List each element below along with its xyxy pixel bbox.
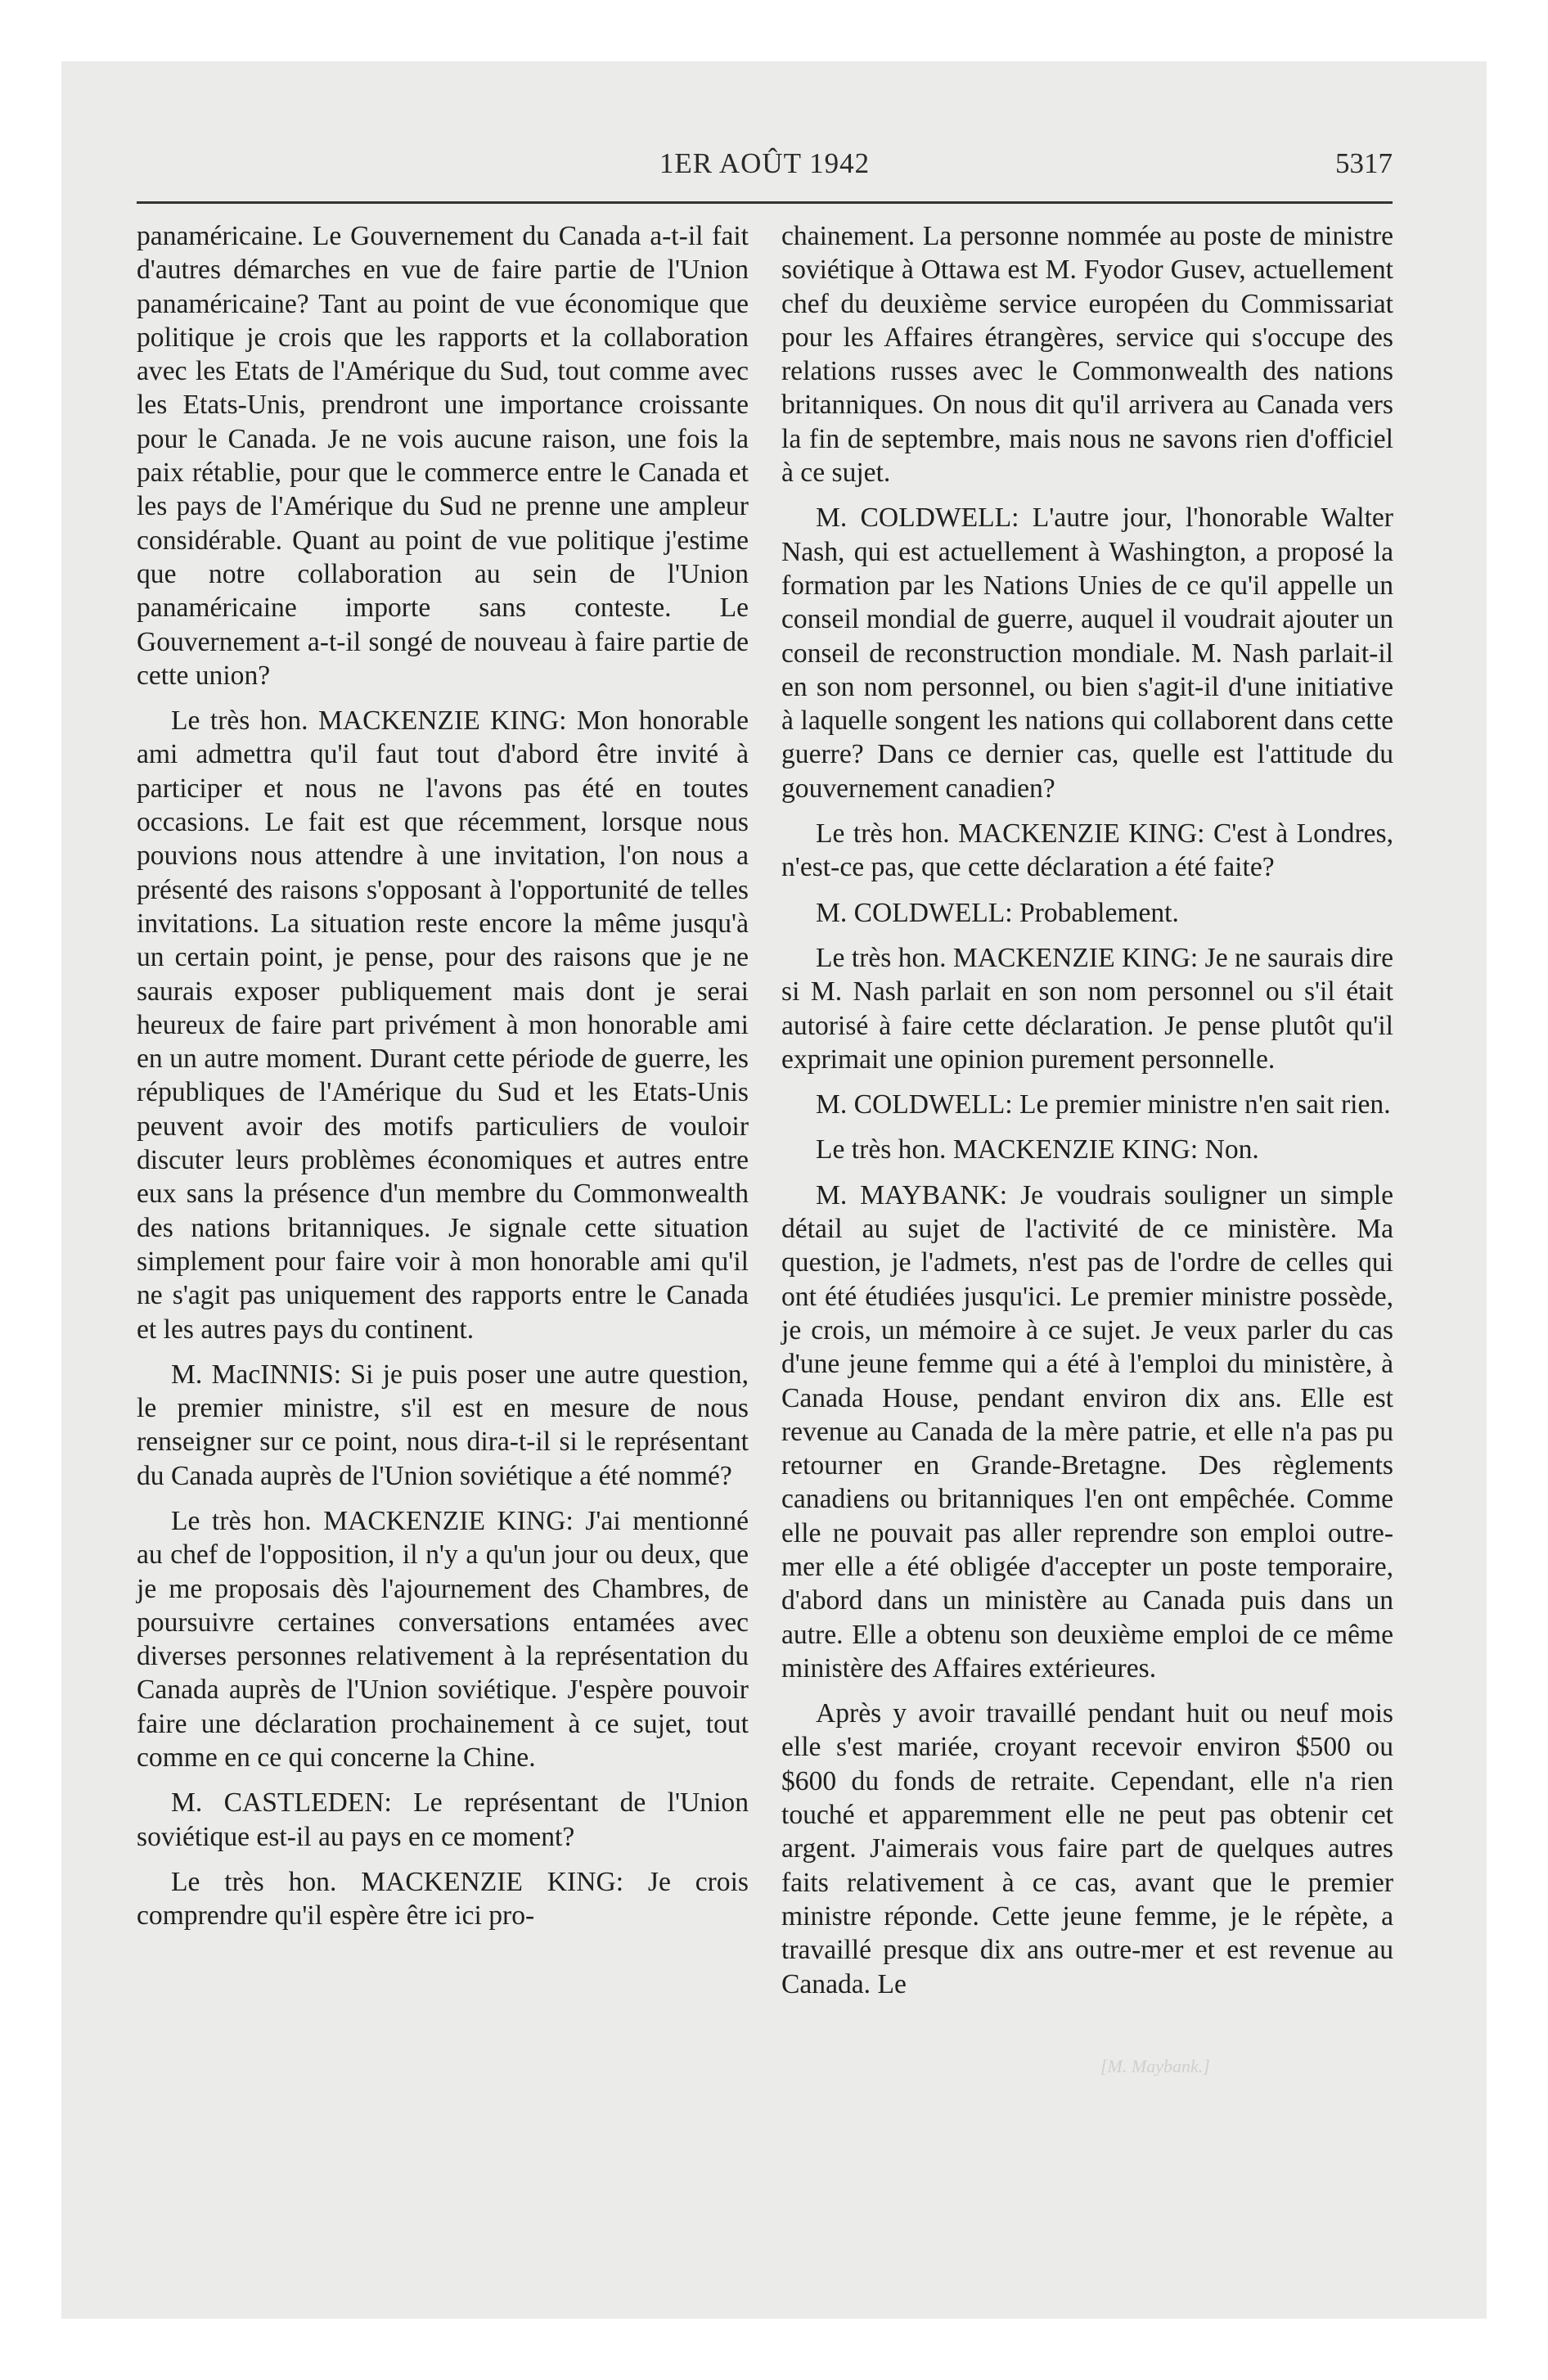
paragraph: M. COLDWELL: Probablement. <box>816 897 1179 928</box>
right-column <box>781 219 1393 2001</box>
paragraph: M. MacINNIS: Si je puis poser une autre question, le premier ministre, s'il est en mesure de nous renseigner sur ce point, nous dira-t-il si le représentant du Canada auprès de l'Union soviétique a été nommé? <box>137 1359 749 1491</box>
paragraph: M. MAYBANK: Je voudrais souligner un simple détail au sujet de l'activité de ce ministère. Ma question, je l'admets, n'est pas de l'ordre de celles qui ont été étudiées jusqu'ici. Le premier ministre possède, je crois, un mémoire à ce sujet. Je veux parler du cas d'une jeune femme qui a été à l'emploi du ministère, à Canada House, pendant environ dix ans. Elle est revenue au Canada de la mère patrie, et elle n'a pas pu retourner en Grande-Bretagne. Des règlements canadiens ou britanniques l'en ont empêchée. Comme elle ne pouvait pas aller reprendre son emploi outre-mer elle a été obligée d'accepter un poste temporaire, d'abord dans un ministère au Canada puis dans un autre. Elle a obtenu son deuxième emploi de ce même ministère des Affaires extérieures. <box>781 1179 1393 1684</box>
page-header <box>137 147 1393 193</box>
paragraph: M. CASTLEDEN: Le représentant de l'Union soviétique est-il au pays en ce moment? <box>137 1787 749 1852</box>
paragraph: M. COLDWELL: Le premier ministre n'en sait rien. <box>816 1089 1391 1120</box>
paragraph: chainement. La personne nommée au poste de ministre soviétique à Ottawa est M. Fyodor Gusev, actuellement chef du deuxième service européen du Commissariat pour les Affaires étrangères, service qui s'occupe des relations russes avec le Commonwealth des nations britanniques. On nous dit qu'il arrivera au Canada vers la fin de septembre, mais nous ne savons rien d'officiel à ce sujet. <box>781 221 1393 489</box>
left-column <box>137 219 749 1933</box>
paragraph: Le très hon. MACKENZIE KING: J'ai mentionné au chef de l'opposition, il n'y a qu'un jour ou deux, que je me proposais dès l'ajournement des Chambres, de poursuivre certaines conversations entamées avec diverses personnes relativement à la représentation du Canada auprès de l'Union soviétique. J'espère pouvoir faire une déclaration prochainement à ce sujet, tout comme en ce qui concerne la Chine. <box>137 1505 749 1774</box>
paragraph: Le très hon. MACKENZIE KING: C'est à Londres, n'est-ce pas, que cette déclaration a été faite? <box>781 818 1393 883</box>
paragraph: Après y avoir travaillé pendant huit ou neuf mois elle s'est mariée, croyant recevoir environ $500 ou $600 du fonds de retraite. Cependant, elle n'a rien touché et apparemment elle ne peut pas obtenir cet argent. J'aimerais vous faire part de quelques autres faits relativement à ce cas, avant que le premier ministre réponde. Cette jeune femme, je le répète, a travaillé presque dix ans outre-mer et est revenue au Canada. Le <box>781 1698 1393 1999</box>
paragraph: Le très hon. MACKENZIE KING: Je crois comprendre qu'il espère être ici pro- <box>137 1866 749 1931</box>
paragraph: panaméricaine. Le Gouvernement du Canada a-t-il fait d'autres démarches en vue de faire partie de l'Union panaméricaine? Tant au point de vue économique que politique je crois que les rapports et la collaboration avec les Etats de l'Amérique du Sud, tout comme avec les Etats-Unis, prendront une importance croissante pour le Canada. Je ne vois aucune raison, une fois la paix rétablie, pour que le commerce entre le Canada et les pays de l'Amérique du Sud ne prenne une ampleur considérable. Quant au point de vue politique j'estime que notre collaboration au sein de l'Union panaméricaine importe sans conteste. Le Gouvernement a-t-il songé de nouveau à faire partie de cette union? <box>137 221 749 691</box>
paragraph: Le très hon. MACKENZIE KING: Je ne saurais dire si M. Nash parlait en son nom personnel ou s'il était autorisé à faire cette déclaration. Je pense plutôt qu'il exprimait une opinion purement personnelle. <box>781 942 1393 1075</box>
paragraph: M. COLDWELL: L'autre jour, l'honorable Walter Nash, qui est actuellement à Washington, a proposé la formation par les Nations Unies de ce qu'il appelle un conseil mondial de guerre, auquel il voudrait ajouter un conseil de reconstruction mondiale. M. Nash parlait-il en son nom personnel, ou bien s'agit-il d'une initiative à laquelle songent les nations qui collaborent dans cette guerre? Dans ce dernier cas, quelle est l'attitude du gouvernement canadien? <box>781 503 1393 804</box>
page-number: 5317 <box>1335 147 1393 179</box>
paragraph: Le très hon. MACKENZIE KING: Mon honorable ami admettra qu'il faut tout d'abord être invité à participer et nous ne l'avons pas été en toutes occasions. Le fait est que récemment, lorsque nous pouvions nous attendre à une invitation, l'on nous a présenté des raisons s'opposant à l'opportunité de telles invitations. La situation reste encore la même jusqu'à un certain point, je pense, pour des raisons que je ne saurais exposer publiquement mais dont je serai heureux de faire part privément à mon honorable ami en un autre moment. Durant cette période de guerre, les républiques de l'Amérique du Sud et les Etats-Unis peuvent avoir des motifs particuliers de vouloir discuter leurs problèmes économiques et autres entre eux sans la présence d'un membre du Commonwealth des nations britanniques. Je signale cette situation simplement pour faire voir à mon honorable ami qu'il ne s'agit pas uniquement des rapports entre le Canada et les autres pays du continent. <box>137 705 749 1345</box>
header-date: 1ER AOÛT 1942 <box>659 147 871 179</box>
header-rule <box>137 201 1393 204</box>
bleed-through-text: [M. Maybank.] <box>1100 2056 1210 2076</box>
paragraph: Le très hon. MACKENZIE KING: Non. <box>816 1134 1259 1165</box>
